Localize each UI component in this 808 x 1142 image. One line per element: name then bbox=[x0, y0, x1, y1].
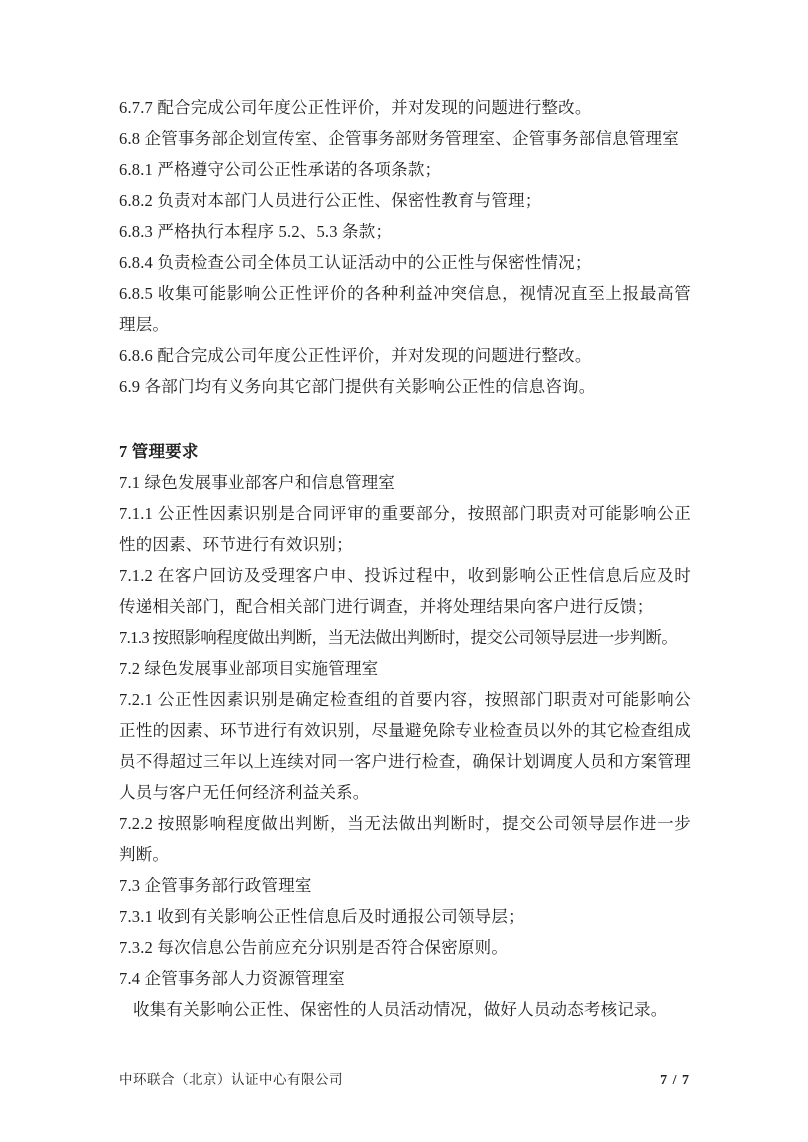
paragraph: 7.3.1 收到有关影响公正性信息后及时通报公司领导层； bbox=[119, 907, 525, 926]
paragraph: 7.1.1 公正性因素识别是合同评审的重要部分，按照部门职责对可能影响公正性的因素、环节进行有效识别； bbox=[119, 504, 691, 554]
paragraph: 收集有关影响公正性、保密性的人员活动情况，做好人员动态考核记录。 bbox=[133, 1000, 668, 1019]
paragraph: 6.8.1 严格遵守公司公正性承诺的各项条款； bbox=[119, 160, 442, 179]
paragraph: 6.8.3 严格执行本程序 5.2、5.3 条款； bbox=[119, 222, 393, 241]
paragraph: 7.3 企管事务部行政管理室 bbox=[119, 876, 312, 895]
paragraph: 6.9 各部门均有义务向其它部门提供有关影响公正性的信息咨询。 bbox=[119, 377, 596, 396]
footer-company-name: 中环联合（北京）认证中心有限公司 bbox=[119, 1072, 343, 1087]
section-heading: 7 管理要求 bbox=[119, 442, 199, 461]
paragraph: 7.1.3 按照影响程度做出判断，当无法做出判断时，提交公司领导层进一步判断。 bbox=[119, 628, 678, 647]
document-body bbox=[119, 92, 691, 1025]
paragraph: 6.8.5 收集可能影响公正性评价的各种利益冲突信息，视情况直至上报最高管理层。 bbox=[119, 284, 691, 334]
paragraph: 6.8.2 负责对本部门人员进行公正性、保密性教育与管理； bbox=[119, 191, 542, 210]
paragraph: 7.2.1 公正性因素识别是确定检查组的首要内容，按照部门职责对可能影响公正性的因素、环节进行有效识别，尽量避免除专业检查员以外的其它检查组成员不得超过三年以上连续对同一客户进行检查，确保计划调度人员和方案管理人员与客户无任何经济利益关系。 bbox=[119, 690, 691, 802]
paragraph: 7.4 企管事务部人力资源管理室 bbox=[119, 969, 345, 988]
paragraph: 7.2 绿色发展事业部项目实施管理室 bbox=[119, 659, 379, 678]
paragraph: 6.8.6 配合完成公司年度公正性评价，并对发现的问题进行整改。 bbox=[119, 346, 592, 365]
paragraph: 7.1.2 在客户回访及受理客户申、投诉过程中，收到影响公正性信息后应及时传递相关部门，配合相关部门进行调查，并将处理结果向客户进行反馈； bbox=[119, 566, 691, 616]
paragraph: 7.3.2 每次信息公告前应充分识别是否符合保密原则。 bbox=[119, 938, 509, 957]
page-footer bbox=[119, 1068, 690, 1089]
paragraph: 7.1 绿色发展事业部客户和信息管理室 bbox=[119, 473, 396, 492]
paragraph: 7.2.2 按照影响程度做出判断，当无法做出判断时，提交公司领导层作进一步判断。 bbox=[119, 814, 691, 864]
footer-page-number: 7 / 7 bbox=[660, 1073, 690, 1088]
paragraph: 6.8.4 负责检查公司全体员工认证活动中的公正性与保密性情况； bbox=[119, 253, 592, 272]
paragraph: 6.8 企管事务部企划宣传室、企管事务部财务管理室、企管事务部信息管理室 bbox=[119, 129, 679, 148]
paragraph: 6.7.7 配合完成公司年度公正性评价，并对发现的问题进行整改。 bbox=[119, 98, 592, 117]
